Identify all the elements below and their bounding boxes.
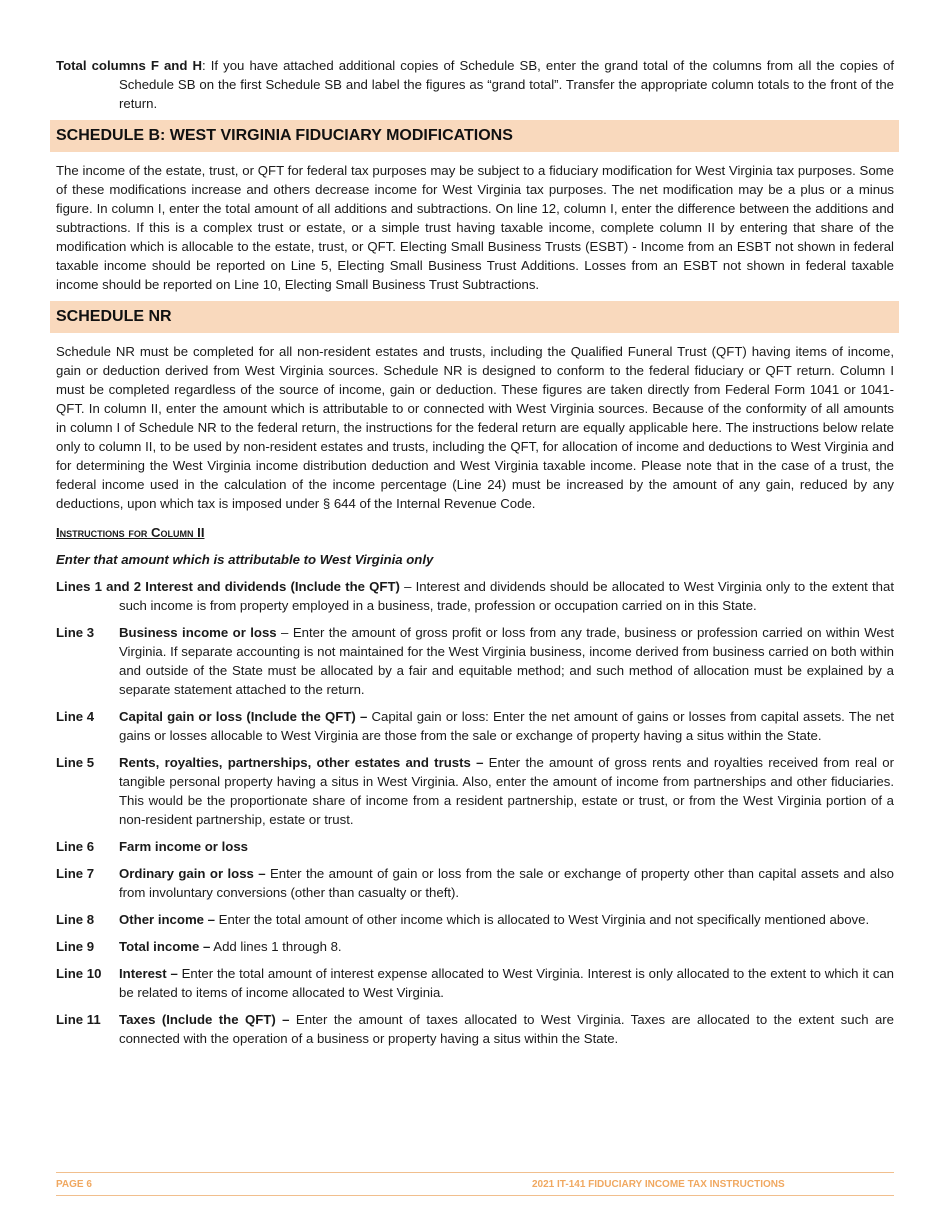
line-number: Line 7	[56, 866, 95, 881]
line-description	[119, 707, 894, 745]
line-instruction-item	[56, 964, 894, 1002]
line-text: Enter the amount of gross rents and royalties received from real or tangible personal property having a situs in West Virginia. Also, enter the amount of income from partnerships and other fiduciaries. This would be the proportionate share of income from a resident partnership, estate or trust, or from the West Virginia portion of a non-resident partnership, estate or trust.	[119, 755, 894, 827]
footer-title: 2021 IT-141 FIDUCIARY INCOME TAX INSTRUCTIONS	[532, 1179, 785, 1190]
line-text: Add lines 1 through 8.	[210, 939, 342, 954]
line-text: Enter the amount of gain or loss from the sale or exchange of property other than capital assets and also from involuntary conversions (other than casualty or theft).	[119, 866, 894, 900]
line-number: Line 11	[56, 1012, 101, 1027]
column-ii-subheading: Instructions for Column II	[56, 525, 205, 540]
line-description	[119, 864, 894, 902]
schedule-nr-heading: SCHEDULE NR	[56, 308, 172, 325]
line-number: Line 6	[56, 839, 95, 854]
line-description	[119, 623, 894, 699]
line-instruction-item	[56, 753, 894, 829]
lines-1-2-paragraph	[56, 577, 894, 615]
line-title: Total income –	[119, 939, 211, 954]
line-instruction-list	[56, 623, 894, 1048]
line-description	[119, 753, 894, 829]
line-description	[119, 1010, 894, 1048]
line-number: Line 8	[56, 912, 95, 927]
line-instruction-item	[56, 1010, 894, 1048]
line-description	[119, 937, 894, 956]
line-title: Interest –	[119, 966, 178, 981]
line-number: Line 4	[56, 709, 95, 724]
total-columns-paragraph	[56, 56, 894, 113]
line-title: Farm income or loss	[119, 839, 248, 854]
line-title: Ordinary gain or loss –	[119, 866, 266, 881]
total-columns-text: : If you have attached additional copies of Schedule SB, enter the grand total of the columns from all the copies of Schedule SB on the first Schedule SB and label the figures as “grand total”. Transfer the appropriate column totals to the front of the return.	[119, 58, 894, 111]
document-page	[56, 56, 894, 1048]
line-instruction-item	[56, 937, 894, 956]
lines-1-2-text: – Interest and dividends should be allocated to West Virginia only to the extent that such income is from property employed in a business, trade, profession or occupation carried on in this State.	[119, 579, 895, 613]
line-text: Enter the total amount of other income which is allocated to West Virginia and not specifically mentioned above.	[215, 912, 870, 927]
schedule-b-heading: SCHEDULE B: WEST VIRGINIA FIDUCIARY MODIFICATIONS	[56, 127, 513, 144]
line-instruction-item	[56, 864, 894, 902]
page-footer	[56, 1172, 894, 1196]
line-instruction-item	[56, 837, 894, 856]
line-title: Other income –	[119, 912, 216, 927]
footer-page-number: PAGE 6	[56, 1179, 92, 1190]
line-number: Line 9	[56, 939, 95, 954]
line-title: Taxes (Include the QFT) –	[119, 1012, 290, 1027]
total-columns-label: Total columns F and H	[56, 58, 203, 73]
line-text: Enter the total amount of interest expense allocated to West Virginia. Interest is only allocated to the extent to which it can be related to items of income allocated to West Virginia.	[119, 966, 894, 1000]
line-number: Line 5	[56, 755, 95, 770]
line-text: – Enter the amount of gross profit or loss from any trade, business or profession carried on within West Virginia. If separate accounting is not maintained for the West Virginia business, income derived from business carried on both within and outside of the State must be allocated by a fair and equitable method; and such method of allocation must be explained by a separate statement attached to the return.	[119, 625, 894, 697]
schedule-nr-body: Schedule NR must be completed for all non-resident estates and trusts, including the Qualified Funeral Trust (QFT) having items of income, gain or deduction derived from West Virginia sources. Schedule NR is designed to conform to the federal fiduciary or QFT return. Column I must be completed regardless of the source of income, gain or deduction. These figures are taken directly from Federal Form 1041 or 1041-QFT. In column II, enter the amount which is attributable to or connected with West Virginia sources. Because of the conformity of all amounts in column I of Schedule NR to the federal return, the instructions for the federal return are equally applicable here. The instructions below relate only to column II, to be used by non-resident estates and trusts, including the QFT, for allocation of income and deductions to West Virginia and for determining the West Virginia income distribution deduction and West Virginia taxable income. Please note that in the case of a trust, the federal income used in the calculation of the income percentage (Line 24) must be increased by the amount of any gain, reduced by any deductions, upon which tax is imposed under § 644 of the Internal Revenue Code.	[56, 344, 894, 511]
line-instruction-item	[56, 707, 894, 745]
line-title: Business income or loss	[119, 625, 277, 640]
schedule-nr-band	[50, 301, 899, 333]
line-number: Line 3	[56, 625, 95, 640]
line-title: Capital gain or loss (Include the QFT) –	[119, 709, 368, 724]
attributable-lead: Enter that amount which is attributable to West Virginia only	[56, 552, 434, 567]
lines-1-2-label: Lines 1 and 2 Interest and dividends (Include the QFT)	[56, 579, 400, 594]
line-description	[119, 964, 894, 1002]
line-instruction-item	[56, 623, 894, 699]
line-text: Enter the amount of taxes allocated to West Virginia. Taxes are allocated to the extent such are connected with the operation of a business or property having a situs within the State.	[119, 1012, 894, 1046]
schedule-b-body: The income of the estate, trust, or QFT for federal tax purposes may be subject to a fiduciary modification for West Virginia tax purposes. Some of these modifications increase and others decrease income for West Virginia tax purposes. The net modification may be a plus or a minus figure. In column I, enter the total amount of all additions and subtractions. On line 12, column I, enter the difference between the additions and subtractions. If this is a complex trust or estate, or a simple trust having taxable income, complete column II by entering that share of the modification which is allocable to the estate, trust, or QFT. Electing Small Business Trusts (ESBT) - Income from an ESBT not shown in federal taxable income should be reported on Line 5, Electing Small Business Trust Additions. Losses from an ESBT not shown in federal taxable income should be reported on Line 10, Electing Small Business Trust Subtractions.	[56, 163, 894, 292]
line-description	[119, 837, 894, 856]
schedule-b-band	[50, 120, 899, 152]
line-text: Capital gain or loss: Enter the net amount of gains or losses from capital assets. The net gains or losses allocable to West Virginia are those from the sale or exchange of property having a situs within the State.	[119, 709, 894, 743]
line-instruction-item	[56, 910, 894, 929]
line-title: Rents, royalties, partnerships, other estates and trusts –	[119, 755, 484, 770]
line-number: Line 10	[56, 966, 102, 981]
line-description	[119, 910, 894, 929]
